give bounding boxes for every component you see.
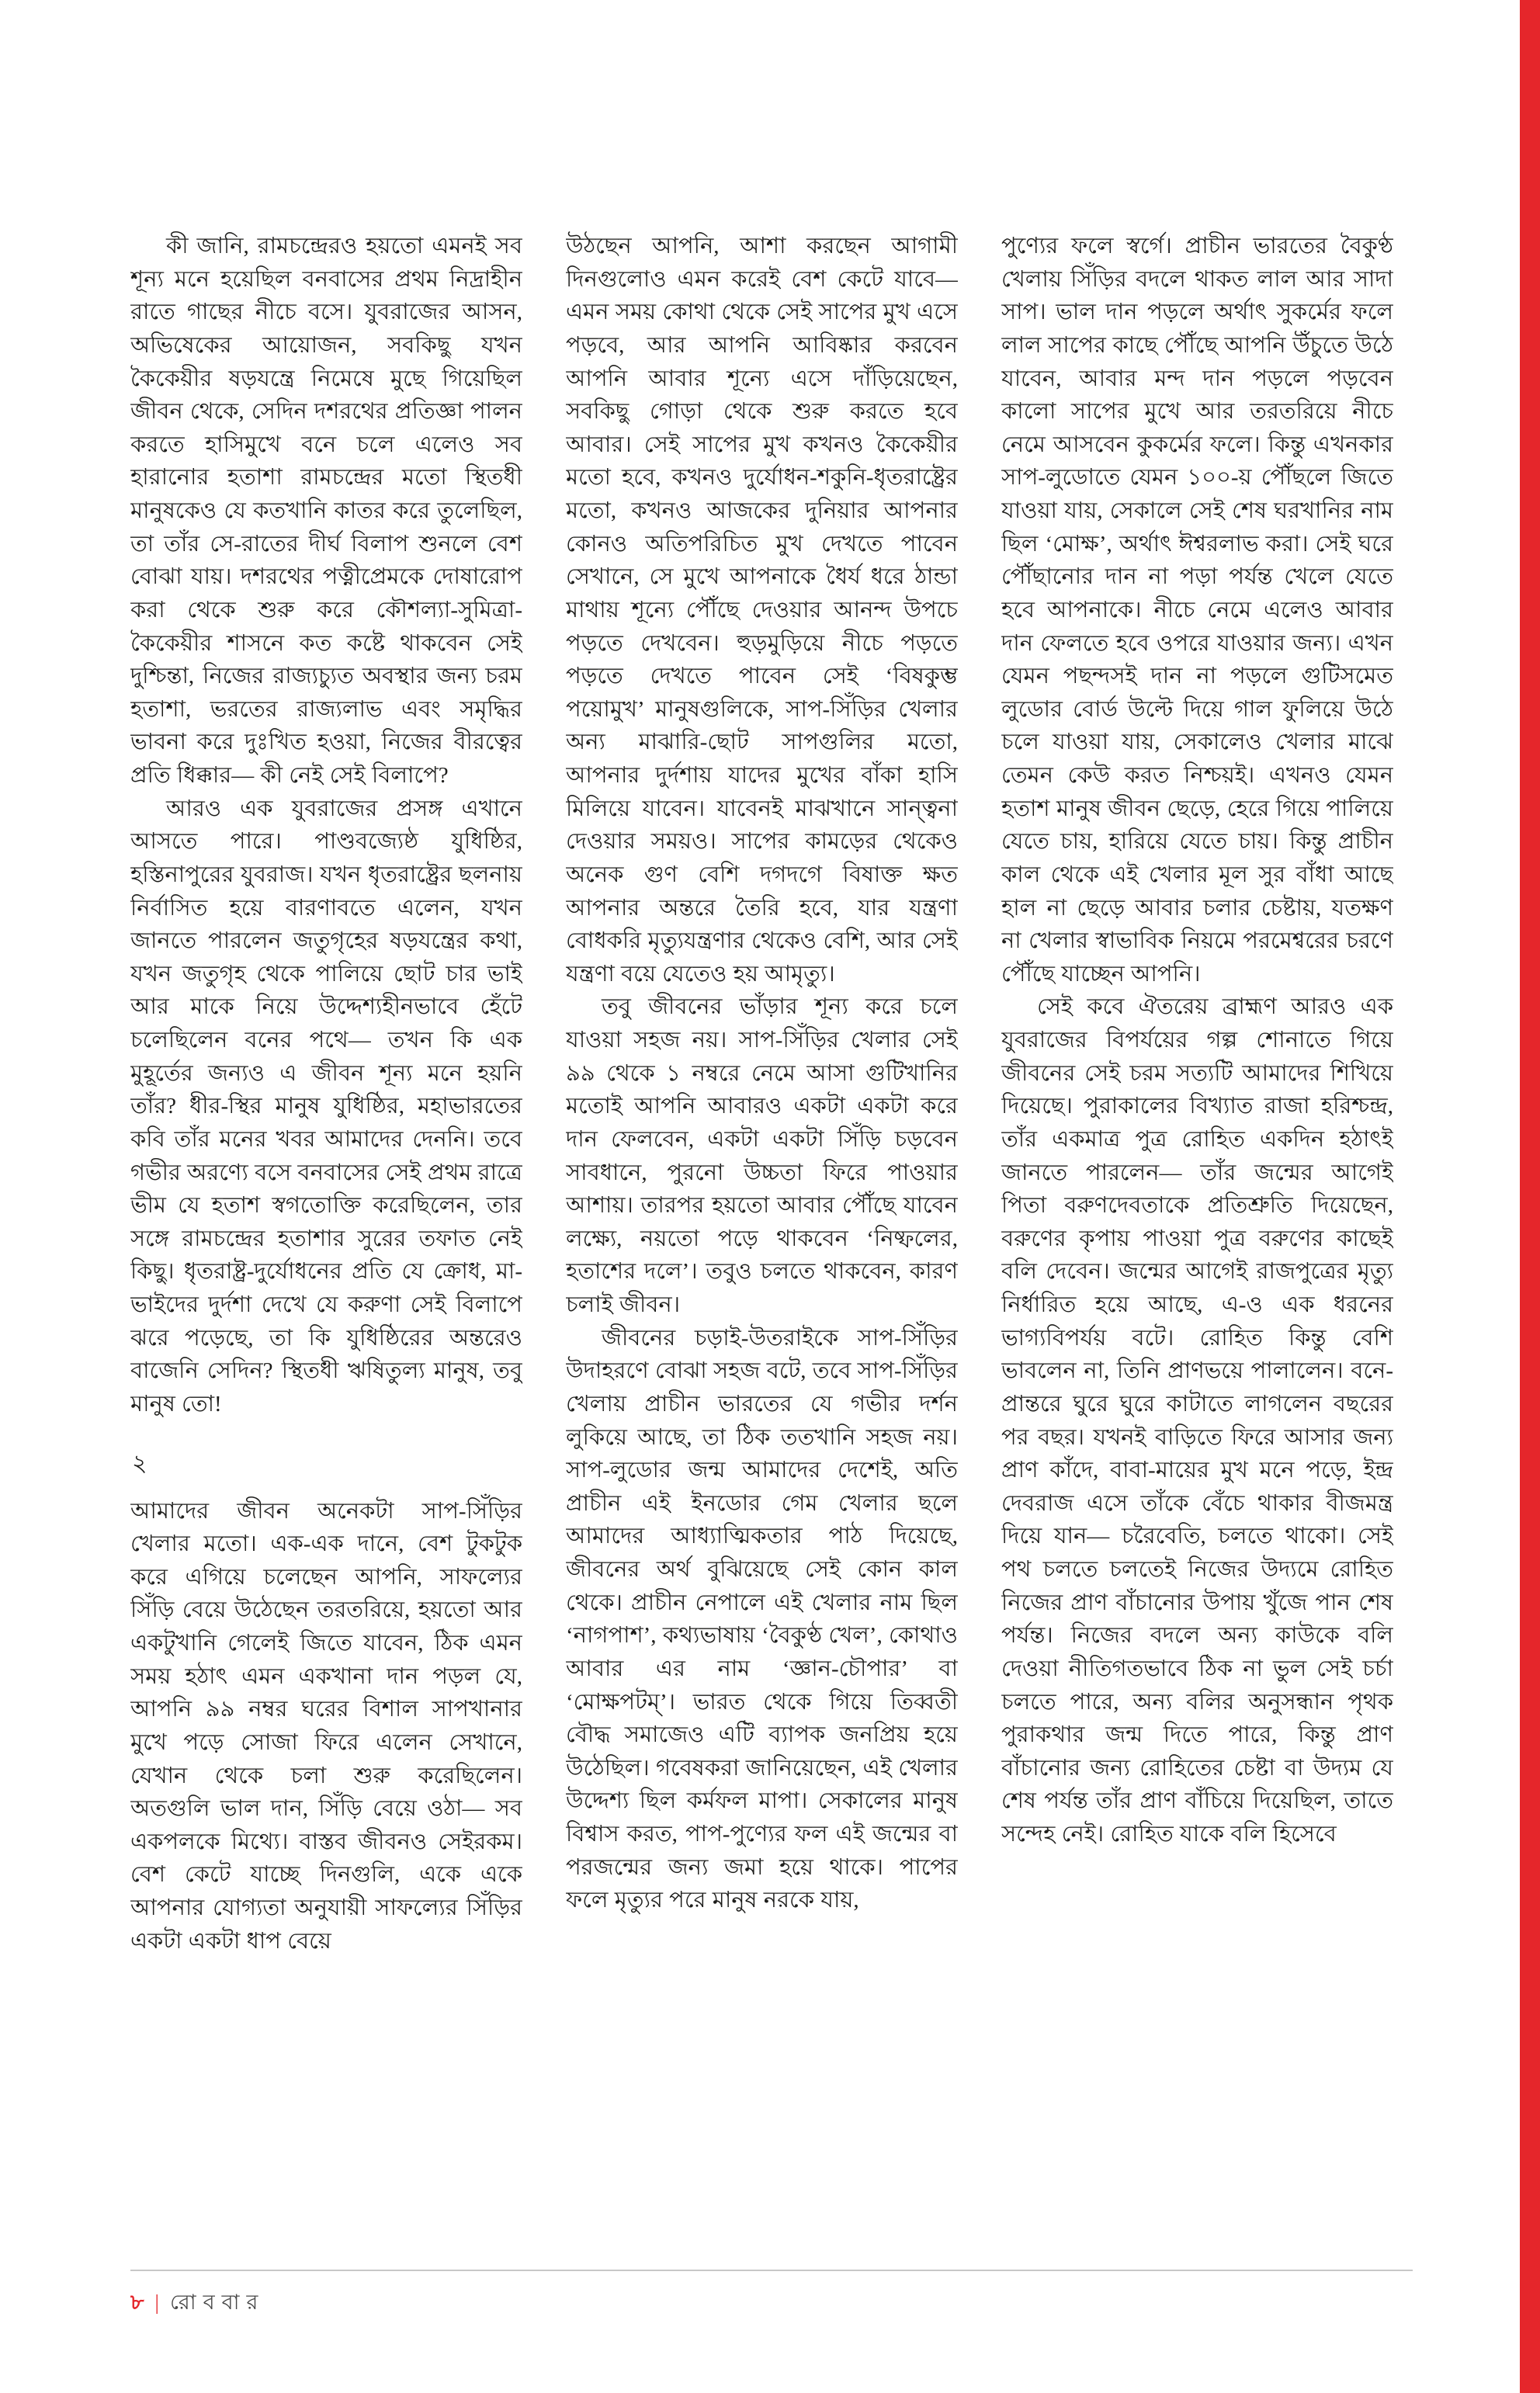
paragraph: আমাদের জীবন অনেকটা সাপ-সিঁড়ির খেলার মতো। এক-এক দানে, বেশ টুকটুক করে এগিয়ে চলেছেন আপনি, সাফল্যের সিঁড়ি বেয়ে উঠেছেন তরতরিয়ে, হয়তো আর একটুখানি গেলেই জিতে যাবেন, ঠিক এমন সময় হঠাৎ এমন একখানা দান পড়ল যে, আপনি ৯৯ নম্বর ঘরের বিশাল সাপখানার মুখে পড়ে সোজা ফিরে এলেন সেখানে, যেখান থেকে চলা শুরু করেছিলেন। অতগুলি ভাল দান, সিঁড়ি বেয়ে ওঠা— সব একপলকে মিথ্যে। বাস্তব জীবনও সেইরকম। বেশ কেটে যাচ্ছে দিনগুলি, একে একে আপনার যোগ্যতা অনুযায়ী সাফল্যের সিঁড়ির একটা একটা ধাপ বেয়ে xyxy=(130,1498,522,1954)
text-column-1 xyxy=(130,230,522,2240)
text-column-3 xyxy=(1001,230,1393,2240)
page-edge-accent-bar xyxy=(1520,0,1540,2393)
article-body xyxy=(130,230,1393,2240)
page-number: ৮ xyxy=(130,2291,144,2314)
paragraph: উঠছেন আপনি, আশা করছেন আগামী দিনগুলোও এমন করেই বেশ কেটে যাবে— এমন সময় কোথা থেকে সেই সাপের মুখ এসে পড়বে, আর আপনি আবিষ্কার করবেন আপনি আবার শূন্যে এসে দাঁড়িয়েছেন, সবকিছু গোড়া থেকে শুরু করতে হবে আবার। সেই সাপের মুখ কখনও কৈকেয়ীর মতো হবে, কখনও দুর্যোধন-শকুনি-ধৃতরাষ্ট্রের মতো, কখনও আজকের দুনিয়ার আপনার কোনও অতিপরিচিত মুখ দেখতে পাবেন সেখানে, সে মুখে আপনাকে ধৈর্য ধরে ঠান্ডা মাথায় শূন্যে পৌঁছে দেওয়ার আনন্দ উপচে পড়তে দেখবেন। হুড়মুড়িয়ে নীচে পড়তে পড়তে দেখতে পাবেন সেই ‘বিষকুম্ভ পয়োমুখ’ মানুষগুলিকে, সাপ-সিঁড়ির খেলার অন্য মাঝারি-ছোট সাপগুলির মতো, আপনার দুর্দশায় যাদের মুখের বাঁকা হাসি মিলিয়ে যাবেন। যাবেনই মাঝখানে সান্ত্বনা দেওয়ার সময়ও। সাপের কামড়ের থেকেও অনেক গুণ বেশি দগদগে বিষাক্ত ক্ষত আপনার অন্তরে তৈরি হবে, যার যন্ত্রণা বোধকরি মৃত্যুযন্ত্রণার থেকেও বেশি, আর সেই যন্ত্রণা বয়ে যেতেও হয় আমৃত্যু। xyxy=(566,234,958,987)
footer-separator: | xyxy=(154,2291,159,2314)
text-column-2 xyxy=(566,230,958,2240)
paragraph: জীবনের চড়াই-উতরাইকে সাপ-সিঁড়ির উদাহরণে বোঝা সহজ বটে, তবে সাপ-সিঁড়ির খেলায় প্রাচীন ভারতের যে গভীর দর্শন লুকিয়ে আছে, তা ঠিক ততখানি সহজ নয়। সাপ-লুডোর জন্ম আমাদের দেশেই, অতি প্রাচীন এই ইনডোর গেম খেলার ছলে আমাদের আধ্যাত্মিকতার পাঠ দিয়েছে, জীবনের অর্থ বুঝিয়েছে সেই কোন কাল থেকে। প্রাচীন নেপালে এই খেলার নাম ছিল ‘নাগপাশ’, কথ্যভাষায় ‘বৈকুণ্ঠ খেল’, কোথাও আবার এর নাম ‘জ্ঞান-চৌপার’ বা ‘মোক্ষপটম্‌’। ভারত থেকে গিয়ে তিব্বতী বৌদ্ধ সমাজেও এটি ব্যাপক জনপ্রিয় হয়ে উঠেছিল। গবেষকরা জানিয়েছেন, এই খেলার উদ্দেশ্য ছিল কর্মফল মাপা। সেকালের মানুষ বিশ্বাস করত, পাপ-পুণ্যের ফল এই জন্মের বা পরজন্মের জন্য জমা হয়ে থাকে। পাপের ফলে মৃত্যুর পরে মানুষ নরকে যায়, xyxy=(566,1325,958,1913)
footer-divider xyxy=(130,2270,1413,2271)
paragraph: সেই কবে ঐতরেয় ব্রাহ্মণ আরও এক যুবরাজের বিপর্যয়ের গল্প শোনাতে গিয়ে জীবনের সেই চরম সত্যটি আমাদের শিখিয়ে দিয়েছে। পুরাকালের বিখ্যাত রাজা হরিশ্চন্দ্র, তাঁর একমাত্র পুত্র রোহিত একদিন হঠাৎই জানতে পারলেন— তাঁর জন্মের আগেই পিতা বরুণদেবতাকে প্রতিশ্রুতি দিয়েছেন, বরুণের কৃপায় পাওয়া পুত্র বরুণের কাছেই বলি দেবেন। জন্মের আগেই রাজপুত্রের মৃত্যু নির্ধারিত হয়ে আছে, এ-ও এক ধরনের ভাগ্যবিপর্যয় বটে। রোহিত কিন্তু বেশি ভাবলেন না, তিনি প্রাণভয়ে পালালেন। বনে-প্রান্তরে ঘুরে ঘুরে কাটাতে লাগলেন বছরের পর বছর। যখনই বাড়িতে ফিরে আসার জন্য প্রাণ কাঁদে, বাবা-মায়ের মুখ মনে পড়ে, ইন্দ্র দেবরাজ এসে তাঁকে বেঁচে থাকার বীজমন্ত্র দিয়ে যান— চরৈবেতি, চলতে থাকো। সেই পথ চলতে চলতেই নিজের উদ্যমে রোহিত নিজের প্রাণ বাঁচানোর উপায় খুঁজে পান শেষ পর্যন্ত। নিজের বদলে অন্য কাউকে বলি দেওয়া নীতিগতভাবে ঠিক না ভুল সেই চর্চা চলতে পারে, অন্য বলির অনুসন্ধান পৃথক পুরাকথার জন্ম দিতে পারে, কিন্তু প্রাণ বাঁচানোর জন্য রোহিতের চেষ্টা বা উদ্যম যে শেষ পর্যন্ত তাঁর প্রাণ বাঁচিয়ে দিয়েছিল, তাতে সন্দেহ নেই। রোহিত যাকে বলি হিসেবে xyxy=(1001,994,1393,1847)
masthead-title: রোববার xyxy=(169,2291,265,2314)
paragraph: তবু জীবনের ভাঁড়ার শূন্য করে চলে যাওয়া সহজ নয়। সাপ-সিঁড়ির খেলার সেই ৯৯ থেকে ১ নম্বরে নেমে আসা গুটিখানির মতোই আপনি আবারও একটা একটা করে দান ফেলবেন, একটা একটা সিঁড়ি চড়বেন সাবধানে, পুরনো উচ্চতা ফিরে পাওয়ার আশায়। তারপর হয়তো আবার পৌঁছে যাবেন লক্ষ্যে, নয়তো পড়ে থাকবেন ‘নিষ্ফলের, হতাশের দলে’। তবুও চলতে থাকবেন, কারণ চলাই জীবন। xyxy=(566,994,958,1317)
paragraph: পুণ্যের ফলে স্বর্গে। প্রাচীন ভারতের বৈকুণ্ঠ খেলায় সিঁড়ির বদলে থাকত লাল আর সাদা সাপ। ভাল দান পড়লে অর্থাৎ সুকর্মের ফলে লাল সাপের কাছে পৌঁছে আপনি উঁচুতে উঠে যাবেন, আবার মন্দ দান পড়লে পড়বেন কালো সাপের মুখে আর তরতরিয়ে নীচে নেমে আসবেন কুকর্মের ফলে। কিন্তু এখনকার সাপ-লুডোতে যেমন ১০০-য় পৌঁছলে জিতে যাওয়া যায়, সেকালে সেই শেষ ঘরখানির নাম ছিল ‘মোক্ষ’, অর্থাৎ ঈশ্বরলাভ করা। সেই ঘরে পৌঁছানোর দান না পড়া পর্যন্ত খেলে যেতে হবে আপনাকে। নীচে নেমে এলেও আবার দান ফেলতে হবে ওপরে যাওয়ার জন্য। এখন যেমন পছন্দসই দান না পড়লে গুটিসমেত লুডোর বোর্ড উল্টে দিয়ে গাল ফুলিয়ে উঠে চলে যাওয়া যায়, সেকালেও খেলার মাঝে তেমন কেউ করত নিশ্চয়ই। এখনও যেমন হতাশ মানুষ জীবন ছেড়ে, হেরে গিয়ে পালিয়ে যেতে চায়, হারিয়ে যেতে চায়। কিন্তু প্রাচীন কাল থেকে এই খেলার মূল সুর বাঁধা আছে হাল না ছেড়ে আবার চলার চেষ্টায়, যতক্ষণ না খেলার স্বাভাবিক নিয়মে পরমেশ্বরের চরণে পৌঁছে যাচ্ছেন আপনি। xyxy=(1001,234,1393,987)
paragraph: কী জানি, রামচন্দ্রেরও হয়তো এমনই সব শূন্য মনে হয়েছিল বনবাসের প্রথম নিদ্রাহীন রাতে গাছের নীচে বসে। যুবরাজের আসন, অভিষেকের আয়োজন, সবকিছু যখন কৈকেয়ীর ষড়যন্ত্রে নিমেষে মুছে গিয়েছিল জীবন থেকে, সেদিন দশরথের প্রতিজ্ঞা পালন করতে হাসিমুখে বনে চলে এলেও সব হারানোর হতাশা রামচন্দ্রের মতো স্থিতধী মানুষকেও যে কতখানি কাতর করে তুলেছিল, তা তাঁর সে-রাতের দীর্ঘ বিলাপ শুনলে বেশ বোঝা যায়। দশরথের পত্নীপ্রেমকে দোষারোপ করা থেকে শুরু করে কৌশল্যা-সুমিত্রা-কৈকেয়ীর শাসনে কত কষ্টে থাকবেন সেই দুশ্চিন্তা, নিজের রাজ্যচ্যুত অবস্থার জন্য চরম হতাশা, ভরতের রাজ্যলাভ এবং সমৃদ্ধির ভাবনা করে দুঃখিত হওয়া, নিজের বীরত্বের প্রতি ধিক্কার— কী নেই সেই বিলাপে? xyxy=(130,234,522,788)
paragraph: আরও এক যুবরাজের প্রসঙ্গ এখানে আসতে পারে। পাণ্ডবজ্যেষ্ঠ যুধিষ্ঠির, হস্তিনাপুরের যুবরাজ। যখন ধৃতরাষ্ট্রের ছলনায় নির্বাসিত হয়ে বারণাবতে এলেন, যখন জানতে পারলেন জতুগৃহের ষড়যন্ত্রের কথা, যখন জতুগৃহ থেকে পালিয়ে ছোট চার ভাই আর মাকে নিয়ে উদ্দেশ্যহীনভাবে হেঁটে চলেছিলেন বনের পথে— তখন কি এক মুহূর্তের জন্যও এ জীবন শূন্য মনে হয়নি তাঁর? ধীর-স্থির মানুষ যুধিষ্ঠির, মহাভারতের কবি তাঁর মনের খবর আমাদের দেননি। তবে গভীর অরণ্যে বসে বনবাসের সেই প্রথম রাত্রে ভীম যে হতাশ স্বগতোক্তি করেছিলেন, তার সঙ্গে রামচন্দ্রের হতাশার সুরের তফাত নেই কিছু। ধৃতরাষ্ট্র-দুর্যোধনের প্রতি যে ক্রোধ, মা-ভাইদের দুর্দশা দেখে যে করুণা সেই বিলাপে ঝরে পড়েছে, তা কি যুধিষ্ঠিরের অন্তরেও বাজেনি সেদিন? স্থিতধী ঋষিতুল্য মানুষ, তবু মানুষ তো! xyxy=(130,796,522,1417)
footer-line xyxy=(130,2287,1413,2322)
page-footer xyxy=(130,2270,1413,2322)
section-number: ২ xyxy=(132,1450,147,1476)
